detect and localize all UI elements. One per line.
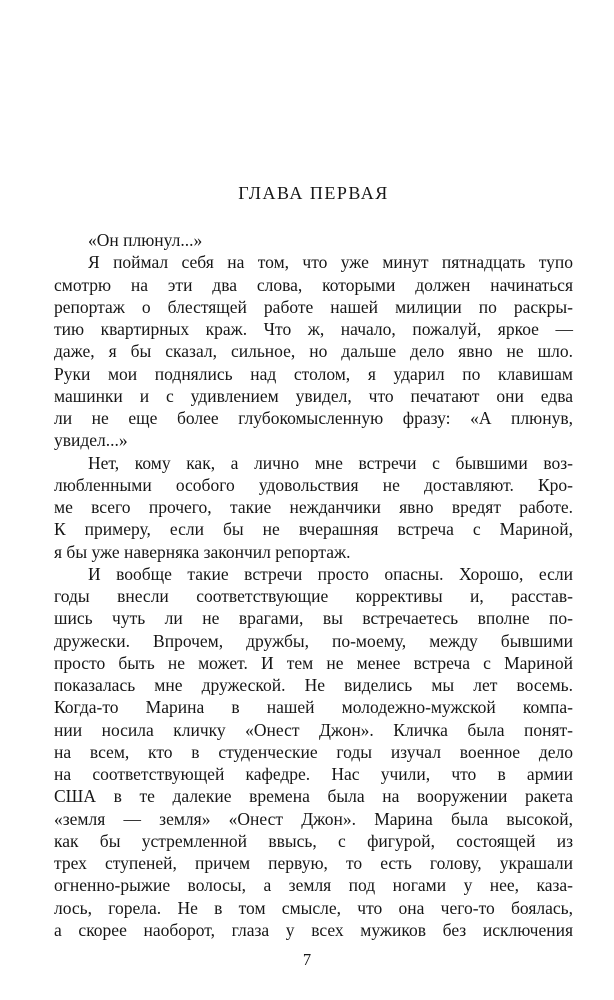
text-line: увидел...» (54, 430, 128, 451)
text-line: Я поймал себя на том, что уже минут пятнадцать тупо (88, 252, 573, 273)
text-line: Нет, кому как, а лично мне встречи с бывшими воз- (88, 452, 573, 473)
text-line: репортаж о блестящей работе нашей милиции по раскры- (54, 296, 573, 317)
text-line: лось, горела. Не в том смысле, что она чего-то боялась, (54, 897, 573, 918)
text-line: ме всего прочего, такие нежданчики явно вредят работе. (54, 497, 573, 517)
text-line: на соответствующей кафедре. Нас учили, что в армии (54, 764, 573, 784)
text-line: любленными особого удовольствия не доставляют. Кро- (54, 474, 573, 495)
text-line: тию квартирных краж. Что ж, начало, пожалуй, яркое — (54, 319, 573, 339)
text-line: даже, я бы сказал, сильное, но дальше дело явно не шло. (54, 341, 573, 362)
text-line: И вообще такие встречи просто опасны. Хорошо, если (88, 563, 573, 584)
text-line: огненно-рыжие волосы, а земля под ногами у нее, каза- (54, 875, 573, 896)
text-line: трех ступеней, причем первую, то есть голову, украшали (54, 853, 573, 873)
text-line: дружески. Впрочем, дружбы, по-моему, между бывшими (54, 630, 573, 651)
text-line: США в те далекие времена была на вооружении ракета (54, 786, 573, 807)
text-block (54, 229, 573, 941)
text-line: Руки мои поднялись над столом, я ударил по клавишам (54, 363, 573, 384)
text-line: как бы устремленной ввысь, с фигурой, состоящей из (54, 830, 573, 851)
text-line: шись чуть ли не врагами, вы встречаетесь вполне по- (54, 608, 573, 629)
text-line: нии носила кличку «Онест Джон». Кличка была понят- (54, 719, 573, 740)
text-line: Когда-то Марина в нашей молодежно-мужской компа- (54, 697, 573, 718)
text-line: а скорее наоборот, глаза у всех мужиков без исключения (54, 919, 573, 940)
text-line: машинки и с удивлением увидел, что печатают они едва (54, 385, 573, 406)
text-line: «земля — земля» «Онест Джон». Марина была высокой, (54, 808, 573, 829)
text-line: просто быть не может. И тем не менее встреча с Мариной (54, 652, 573, 673)
text-line: ли не еще более глубокомысленную фразу: «А плюнув, (54, 408, 573, 428)
text-line: «Он плюнул...» (88, 230, 203, 250)
text-line: смотрю на эти два слова, которыми должен начинаться (54, 274, 573, 295)
text-line: показалась мне дружеской. Не виделись мы лет восемь. (54, 675, 573, 695)
page-number: 7 (302, 950, 312, 969)
text-line: на всем, кто в студенческие годы изучал военное дело (54, 741, 573, 762)
text-line: я бы уже наверняка закончил репортаж. (54, 541, 351, 562)
text-line: К примеру, если бы не вчерашняя встреча с Мариной, (54, 519, 573, 540)
chapter-title: ГЛАВА ПЕРВАЯ (238, 183, 389, 203)
text-line: годы внесли соответствующие коррективы и, расстав- (54, 586, 573, 606)
